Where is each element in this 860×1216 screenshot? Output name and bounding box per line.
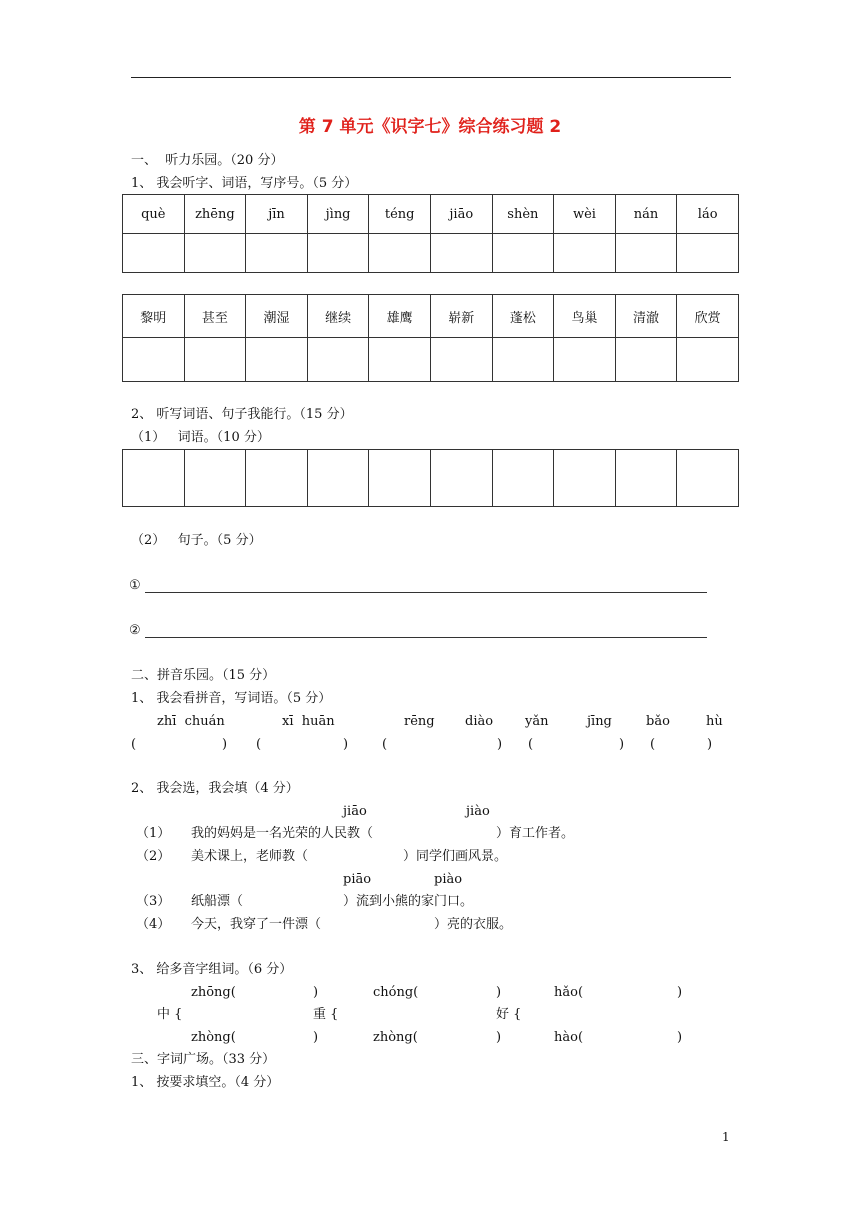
item-text-end: ）育工作者。 (496, 826, 575, 841)
pinyin-row (123, 195, 739, 234)
answer-cell[interactable] (492, 338, 554, 382)
answer-cell[interactable] (554, 234, 616, 273)
answer-row (123, 338, 739, 382)
s2-q1-label: 1、 我会看拼音，写词语。（5 分） (131, 691, 332, 706)
answer-cell[interactable] (492, 234, 554, 273)
answer-cell[interactable] (369, 234, 431, 273)
pinyin-word: hù (706, 714, 723, 729)
answer-cell[interactable] (677, 338, 739, 382)
dictation-cell[interactable] (615, 450, 677, 507)
pinyin-table (122, 194, 739, 273)
answer-cell[interactable] (369, 338, 431, 382)
polyphone-bracket: ) (313, 1030, 319, 1045)
answer-cell[interactable] (615, 338, 677, 382)
page-number: 1 (722, 1130, 730, 1144)
dictation-cell[interactable] (184, 450, 246, 507)
word-cell: 鸟巢 (554, 295, 616, 338)
pinyin-cell: nán (615, 195, 677, 234)
page-title: 第 7 单元《识字七》综合练习题 2 (298, 117, 562, 137)
polyphone-reading: hǎo( (554, 985, 584, 1000)
choice-option: piāo (343, 872, 372, 887)
dictation-table (122, 449, 739, 507)
pinyin-cell: wèi (554, 195, 616, 234)
polyphone-char: 好 { (496, 1007, 522, 1022)
item-number: （1） (136, 826, 171, 841)
answer-cell[interactable] (554, 338, 616, 382)
pinyin-word: jīng (587, 714, 612, 729)
word-cell: 甚至 (184, 295, 246, 338)
answer-row (123, 234, 739, 273)
bracket-open: ( (131, 737, 137, 752)
polyphone-reading: hào( (554, 1030, 584, 1045)
sentence-marker-1: ① (129, 578, 141, 593)
q2-label: 2、 听写词语、句子我能行。（15 分） (131, 407, 353, 422)
pinyin-cell: què (123, 195, 185, 234)
dictation-cell[interactable] (123, 450, 185, 507)
section-3-heading: 三、字词广场。（33 分） (131, 1052, 276, 1067)
answer-cell[interactable] (184, 338, 246, 382)
word-cell: 清澈 (615, 295, 677, 338)
sentence-marker-2: ② (129, 623, 141, 638)
bracket-close: ) (707, 737, 713, 752)
item-text-end: ）亮的衣服。 (434, 917, 513, 932)
s2-q3-label: 3、 给多音字组词。（6 分） (131, 962, 293, 977)
dictation-cell[interactable] (369, 450, 431, 507)
pinyin-cell: téng (369, 195, 431, 234)
answer-cell[interactable] (246, 234, 308, 273)
answer-cell[interactable] (307, 234, 369, 273)
dictation-cell[interactable] (307, 450, 369, 507)
dictation-cell[interactable] (677, 450, 739, 507)
header-rule (131, 77, 731, 78)
pinyin-cell: zhēng (184, 195, 246, 234)
sentence-line-1[interactable] (145, 592, 707, 593)
s3-q1-label: 1、 按要求填空。（4 分） (131, 1075, 280, 1090)
answer-cell[interactable] (184, 234, 246, 273)
bracket-close: ) (222, 737, 228, 752)
item-text: 纸船漂（ (191, 894, 244, 909)
polyphone-reading: zhòng( (191, 1030, 236, 1045)
polyphone-reading: zhōng( (191, 985, 236, 1000)
dictation-cell[interactable] (430, 450, 492, 507)
polyphone-bracket: ) (677, 985, 683, 1000)
item-text: 今天，我穿了一件漂（ (191, 917, 322, 932)
pinyin-word: diào (465, 714, 494, 729)
pinyin-cell: láo (677, 195, 739, 234)
pinyin-cell: jìng (307, 195, 369, 234)
bracket-open: ( (650, 737, 656, 752)
answer-cell[interactable] (307, 338, 369, 382)
item-text: 我的妈妈是一名光荣的人民教（ (191, 826, 374, 841)
item-text: 美术课上，老师教（ (191, 849, 309, 864)
word-cell: 欣赏 (677, 295, 739, 338)
item-number: （4） (136, 917, 171, 932)
bracket-open: ( (256, 737, 262, 752)
words-table (122, 294, 739, 382)
pinyin-word: bǎo (646, 714, 670, 729)
item-number: （3） (136, 894, 171, 909)
choice-option: piào (434, 872, 463, 887)
choice-option: jiāo (343, 804, 367, 819)
word-cell: 黎明 (123, 295, 185, 338)
s2-q2-label: 2、 我会选，我会填（4 分） (131, 781, 299, 796)
q1-label: 1、 我会听字、词语，写序号。（5 分） (131, 176, 358, 191)
dictation-row (123, 450, 739, 507)
bracket-open: ( (382, 737, 388, 752)
item-text-end: ）同学们画风景。 (403, 849, 508, 864)
answer-cell[interactable] (615, 234, 677, 273)
words-row (123, 295, 739, 338)
q2-part2-label: （2） 句子。（5 分） (131, 533, 262, 548)
word-cell: 崭新 (430, 295, 492, 338)
answer-cell[interactable] (123, 234, 185, 273)
bracket-open: ( (528, 737, 534, 752)
polyphone-bracket: ) (496, 985, 502, 1000)
pinyin-cell: jīn (246, 195, 308, 234)
word-cell: 潮湿 (246, 295, 308, 338)
bracket-close: ) (619, 737, 625, 752)
word-cell: 蓬松 (492, 295, 554, 338)
polyphone-char: 中 { (157, 1007, 183, 1022)
bracket-close: ) (497, 737, 503, 752)
section-1-heading: 一、 听力乐园。（20 分） (131, 153, 284, 168)
answer-cell[interactable] (430, 234, 492, 273)
word-cell: 继续 (307, 295, 369, 338)
bracket-close: ) (343, 737, 349, 752)
dictation-cell[interactable] (554, 450, 616, 507)
polyphone-reading: zhòng( (373, 1030, 418, 1045)
pinyin-word: rēng (404, 714, 435, 729)
pinyin-word: xī huān (282, 714, 335, 729)
answer-cell[interactable] (246, 338, 308, 382)
answer-cell[interactable] (677, 234, 739, 273)
sentence-line-2[interactable] (145, 637, 707, 638)
pinyin-word: zhī chuán (157, 714, 225, 729)
word-cell: 雄鹰 (369, 295, 431, 338)
polyphone-bracket: ) (677, 1030, 683, 1045)
item-number: （2） (136, 849, 171, 864)
pinyin-word: yǎn (525, 714, 549, 729)
polyphone-reading: chóng( (373, 985, 419, 1000)
dictation-cell[interactable] (246, 450, 308, 507)
polyphone-bracket: ) (496, 1030, 502, 1045)
answer-cell[interactable] (123, 338, 185, 382)
polyphone-bracket: ) (313, 985, 319, 1000)
q2-part1-label: （1） 词语。（10 分） (131, 430, 270, 445)
item-text-end: ）流到小熊的家门口。 (343, 894, 474, 909)
pinyin-cell: jiāo (430, 195, 492, 234)
choice-option: jiào (466, 804, 490, 819)
answer-cell[interactable] (430, 338, 492, 382)
polyphone-char: 重 { (313, 1007, 339, 1022)
dictation-cell[interactable] (492, 450, 554, 507)
pinyin-cell: shèn (492, 195, 554, 234)
section-2-heading: 二、拼音乐园。（15 分） (131, 668, 276, 683)
